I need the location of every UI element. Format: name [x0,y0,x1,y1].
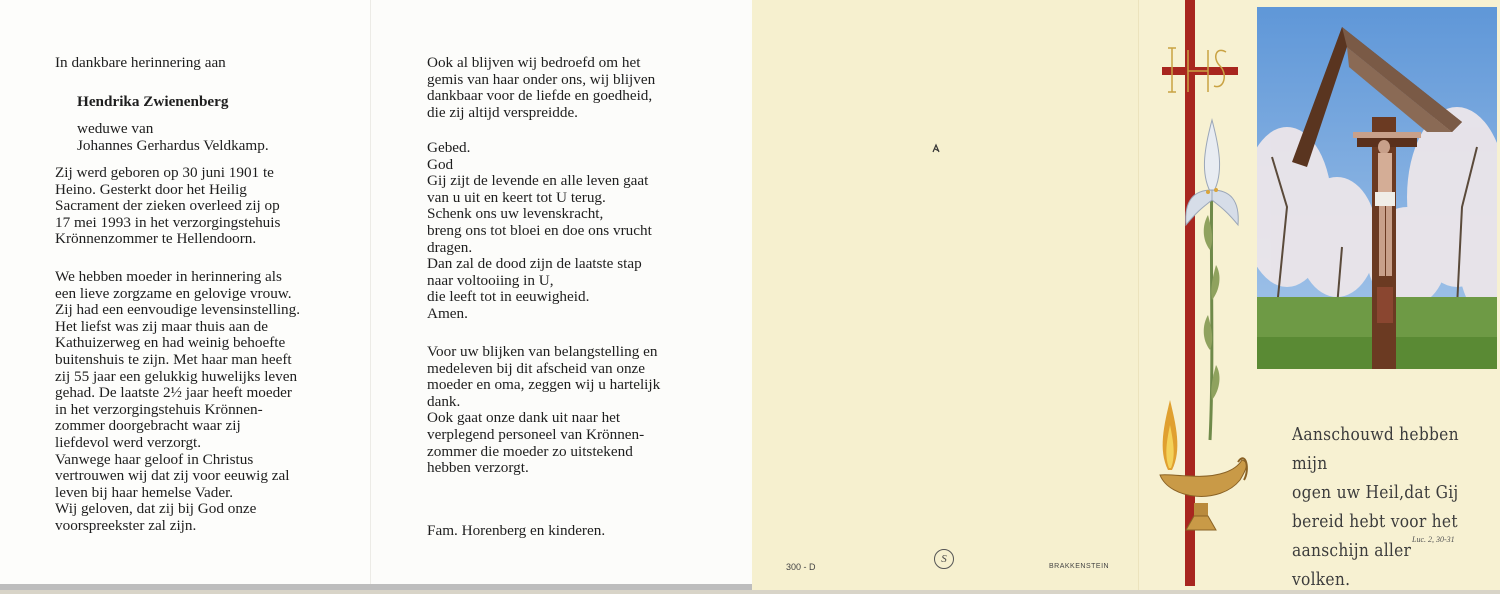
text-line: Wij geloven, dat zij bij God onze [55,500,257,518]
text-line: Vanwege haar geloof in Christus [55,450,254,468]
text-line: dankbaar voor de liefde en goedheid, [427,87,653,105]
text-line: Het liefst was zij maar thuis aan de [55,317,268,335]
text-line: zommer doorgebracht waar zij [55,417,241,435]
text-line: zij 55 jaar een gelukkig huwelijks leven [55,367,298,385]
text-line: God [427,155,454,173]
intro-text: In dankbare herinnering aan [55,54,226,71]
verse-reference: Luc. 2, 30-31 [1412,535,1455,544]
text-line: 17 mei 1993 in het verzorgingstehuis [55,213,281,231]
text-line: Kathuizerweg en had weinig behoefte [55,334,286,352]
text-line: Heino. Gesterkt door het Heilig [55,180,247,198]
text-line: die leeft tot in eeuwigheid. [427,288,590,306]
verse-line: bereid hebt voor het [1292,511,1458,532]
text-line: Sacrament der zieken overleed zij op [55,197,280,215]
text-line: Ook al blijven wij bedroefd om het [427,54,641,71]
widow-block [77,121,269,154]
text-line: Dan zal de dood zijn de laatste stap [427,255,642,273]
oil-lamp-icon [1160,458,1247,530]
text-line: hebben verzorgt. [427,459,529,477]
text-line: voorspreekster zal zijn. [55,516,197,534]
text-line: in het verzorgingstehuis Krönnen- [55,400,263,418]
text-line: Ook gaat onze dank uit naar het [427,409,621,427]
text-line: Zij had een eenvoudige levensinstelling. [55,301,301,319]
fold-shadow [0,584,752,590]
text-line: een lieve zorgzame en gelovige vrouw. [55,284,292,302]
crucifix-photo [1257,7,1497,369]
prayer-paragraph [427,140,652,323]
text-line: van u uit en keert tot U terug. [427,188,606,206]
flame-icon [1163,400,1178,470]
cross-beam-vertical [1185,0,1195,586]
card-code: 300 - D [786,562,816,572]
verse-line: ogen uw Heil,dat Gij [1292,482,1459,503]
text-line: Gebed. [427,139,471,156]
card-panel-back [752,0,1138,590]
text-line: Voor uw blijken van belangstelling en [427,343,658,360]
widow-line: weduwe van [77,120,154,137]
text-line: zommer die moeder zo uitstekend [427,442,633,460]
text-line: Krönnenzommer te Hellendoorn. [55,230,257,248]
text-line: medeleven bij dit afscheid van onze [427,359,646,377]
scripture-verse [1292,420,1464,594]
text-line: naar voltooiing in U, [427,271,554,289]
text-line: Amen. [427,304,468,322]
text-line: Gij zijt de levende en alle leven gaat [427,172,649,190]
grief-paragraph [427,55,655,121]
ink-mark [931,140,941,150]
verse-line: Aanschouwd hebben mijn [1292,424,1459,474]
text-line: dank. [427,392,461,410]
deceased-name: Hendrika Zwienenberg [77,93,229,110]
text-line: moeder en oma, zeggen wij u hartelijk [427,376,661,394]
thanks-paragraph [427,344,660,477]
text-line: gemis van haar onder ons, wij blijven [427,70,656,88]
text-line: liefdevol werd verzorgt. [55,433,202,451]
text-line: die zij altijd verspreidde. [427,103,578,121]
text-line: buitenshuis te zijn. Met haar man heeft [55,350,292,368]
publisher-logo-icon: S [934,549,954,569]
text-line: leven bij haar hemelse Vader. [55,483,234,501]
publisher-name: BRAKKENSTEIN [1049,563,1110,570]
text-line: gehad. De laatste 2½ jaar heeft moeder [55,384,292,402]
text-line: Zij werd geboren op 30 juni 1901 te [55,164,274,181]
text-line: vertrouwen wij dat zij voor eeuwig zal [55,467,290,485]
lily-stem [1210,170,1212,440]
text-line: We hebben moeder in herinnering als [55,268,282,285]
text-line: breng ons tot bloei en doe ons vrucht [427,221,652,239]
family-signature: Fam. Horenberg en kinderen. [427,522,606,539]
birth-paragraph [55,165,280,248]
text-line: verplegend personeel van Krönnen- [427,425,645,443]
text-line: Schenk ons uw levenskracht, [427,205,604,223]
widow-line: Johannes Gerhardus Veldkamp. [77,136,269,154]
cross-lily-lamp-illustration [1150,0,1260,590]
memory-paragraph [55,269,300,535]
verse-line: aanschijn aller volken. [1292,540,1412,590]
text-line: dragen. [427,238,473,256]
